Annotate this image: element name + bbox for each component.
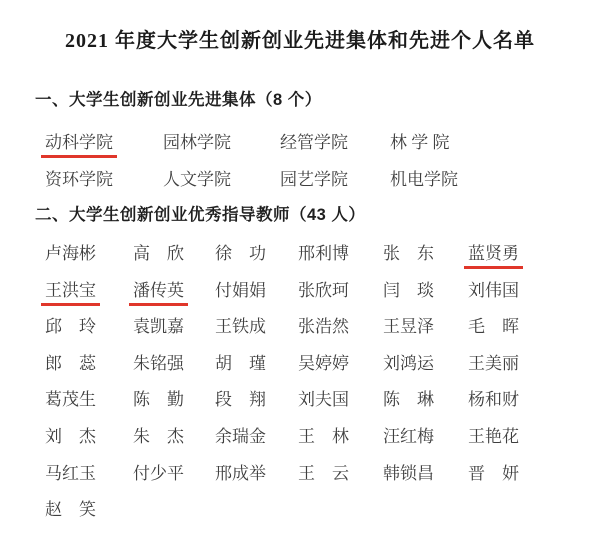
teacher-name: 段 翔	[215, 390, 266, 410]
teacher-name: 蓝贤勇	[464, 244, 523, 269]
teacher-name: 闫 琰	[383, 280, 434, 300]
teacher-name: 吴婷婷	[298, 353, 349, 373]
teacher-name: 葛茂生	[45, 390, 96, 410]
teacher-name: 余瑞金	[215, 426, 266, 446]
teacher-name: 陈 琳	[383, 390, 434, 410]
teacher-name: 邱 玲	[45, 317, 96, 337]
teacher-name: 赵 笑	[45, 500, 96, 520]
teacher-name: 马红玉	[45, 463, 96, 483]
college-name: 动科学院	[41, 133, 117, 158]
college-name: 机电学院	[390, 170, 458, 189]
teacher-name: 郎 蕊	[45, 353, 96, 373]
teacher-name: 朱铭强	[133, 353, 184, 373]
teacher-name: 徐 功	[215, 244, 266, 263]
teacher-name: 王艳花	[468, 426, 519, 446]
teacher-name: 付娟娟	[215, 280, 266, 300]
teacher-name: 高 欣	[133, 244, 184, 263]
teacher-name: 杨和财	[468, 390, 519, 410]
college-name: 林 学 院	[390, 133, 450, 152]
teacher-name: 韩锁昌	[383, 463, 434, 483]
teacher-name: 王洪宝	[41, 281, 100, 306]
teacher-name: 王 林	[298, 426, 349, 446]
teacher-name: 王 云	[298, 463, 349, 483]
teacher-name: 毛 晖	[468, 317, 519, 337]
teacher-name: 刘鸿运	[383, 353, 434, 373]
teacher-name: 王昱泽	[383, 317, 434, 337]
college-name: 人文学院	[163, 170, 231, 189]
teacher-name: 邢利博	[298, 244, 349, 263]
teacher-name: 刘 杰	[45, 426, 96, 446]
college-name: 园艺学院	[280, 170, 348, 189]
teacher-name: 刘伟国	[468, 280, 519, 300]
teacher-name: 陈 勤	[133, 390, 184, 410]
college-list	[45, 133, 458, 207]
teacher-name: 邢成举	[215, 463, 266, 483]
teacher-name: 汪红梅	[383, 426, 434, 446]
teacher-name: 卢海彬	[45, 244, 96, 263]
section-heading-teachers: 二、大学生创新创业优秀指导教师（43 人）	[35, 206, 366, 224]
teacher-list	[45, 244, 523, 537]
teacher-name: 张欣珂	[298, 280, 349, 300]
document-title: 2021 年度大学生创新创业先进集体和先进个人名单	[65, 30, 535, 52]
teacher-name: 晋 妍	[468, 463, 519, 483]
teacher-name: 潘传英	[129, 281, 188, 306]
teacher-name: 王铁成	[215, 317, 266, 337]
college-name: 园林学院	[163, 133, 231, 152]
teacher-name: 袁凯嘉	[133, 317, 184, 337]
teacher-name: 张浩然	[298, 317, 349, 337]
teacher-name: 胡 瑾	[215, 353, 266, 373]
teacher-name: 付少平	[133, 463, 184, 483]
college-name: 经管学院	[280, 133, 348, 152]
section-heading-collectives: 一、大学生创新创业先进集体（8 个）	[35, 91, 322, 109]
teacher-name: 张 东	[383, 244, 434, 263]
teacher-name: 刘夫国	[298, 390, 349, 410]
teacher-name: 朱 杰	[133, 426, 184, 446]
college-name: 资环学院	[45, 170, 113, 189]
teacher-name: 王美丽	[468, 353, 519, 373]
